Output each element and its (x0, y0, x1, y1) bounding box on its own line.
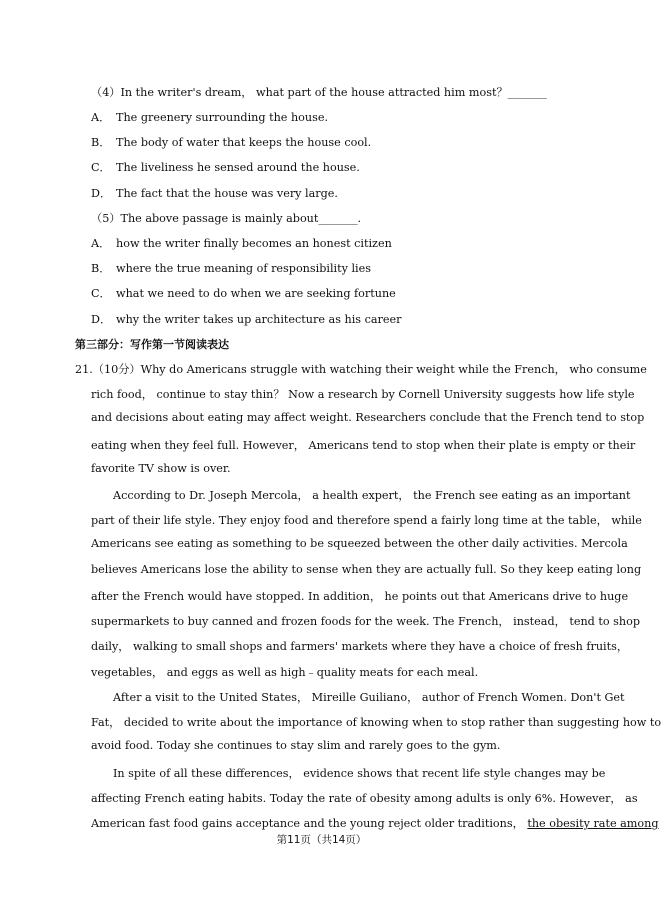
passage-line: Americans see eating as something to be squeezed between the other daily activities. Mercola (91, 537, 628, 550)
passage-line: daily， walking to small shops and farmers' markets where they have a choice of fresh fruits， (91, 640, 629, 653)
passage-line: Fat， decided to write about the importance of knowing when to stop rather than suggesting how to (91, 716, 661, 729)
passage-line: American fast food gains acceptance and the young reject older traditions， the obesity rate among (91, 817, 659, 830)
passage-line: In spite of all these differences， evidence shows that recent life style changes may be (113, 767, 606, 780)
passage-line: and decisions about eating may affect weight. Researchers conclude that the French tend to stop (91, 411, 645, 424)
passage-line: part of their life style. They enjoy food and therefore spend a fairly long time at the table， while (91, 514, 642, 527)
passage-line: After a visit to the United States， Mireille Guiliano， author of French Women. Don't Get (113, 691, 625, 704)
underlined-answer-span: the obesity rate among (527, 817, 659, 830)
question-4-option-b: B． The body of water that keeps the house cool. (91, 136, 372, 149)
question-4-option-d: D． The fact that the house was very large. (91, 187, 338, 200)
passage-line: supermarkets to buy canned and frozen foods for the week. The French， instead， tend to shop (91, 615, 641, 628)
question-5-stem: （5）The above passage is mainly about_______. (91, 212, 362, 225)
passage-line: affecting French eating habits. Today the rate of obesity among adults is only 6%. However， as (91, 792, 638, 805)
passage-line: vegetables， and eggs as well as high﹣quality meats for each meal. (91, 666, 479, 679)
passage-line: believes Americans lose the ability to sense when they are actually full. So they keep eating long (91, 563, 642, 576)
passage-line: favorite TV show is over. (91, 462, 231, 475)
passage-line: According to Dr. Joseph Mercola， a health expert， the French see eating as an important (113, 489, 631, 502)
question-5-option-d: D． why the writer takes up architecture as his career (91, 313, 402, 326)
question-5-option-a: A． how the writer finally becomes an honest citizen (91, 237, 392, 250)
section-heading: 第三部分：写作第一节阅读表达 (75, 338, 229, 351)
passage-line: rich food， continue to stay thin？ Now a research by Cornell University suggests how life style (91, 388, 635, 401)
passage-line: avoid food. Today she continues to stay slim and rarely goes to the gym. (91, 739, 501, 752)
question-5-option-c: C． what we need to do when we are seeking fortune (91, 287, 396, 300)
question-4-option-c: C． The liveliness he sensed around the house. (91, 161, 360, 174)
passage-line: after the French would have stopped. In addition， he points out that Americans drive to huge (91, 590, 629, 603)
question-4-option-a: A． The greenery surrounding the house. (91, 111, 329, 124)
passage-line: eating when they feel full. However， Americans tend to stop when their plate is empty or their (91, 439, 636, 452)
question-4-stem: （4）In the writer's dream， what part of the house attracted him most？_______ (91, 86, 547, 99)
page-footer: 第11页（共14页） (276, 834, 367, 846)
passage-line: 21.（10分）Why do Americans struggle with watching their weight while the French， who consume (75, 363, 647, 376)
question-5-option-b: B． where the true meaning of responsibility lies (91, 262, 371, 275)
